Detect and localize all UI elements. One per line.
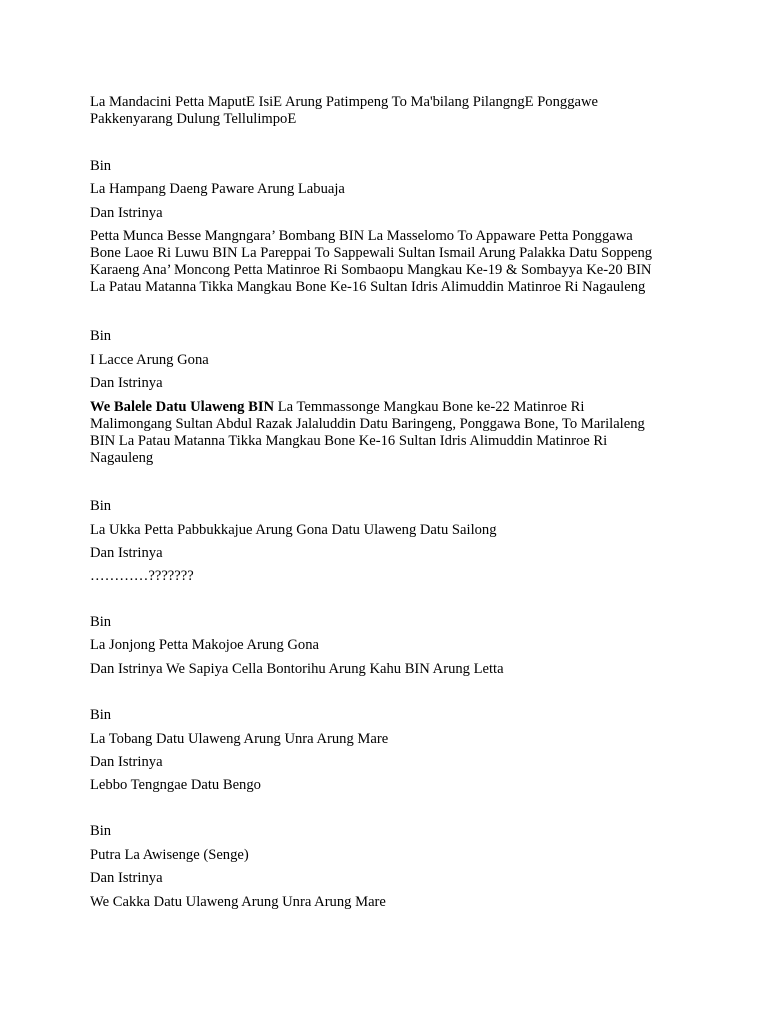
wife-name-bold: We Balele Datu Ulaweng BIN — [90, 399, 275, 415]
dan-istrinya-line: Dan Istrinya We Sapiya Cella Bontorihu Arung Kahu BIN Arung Letta — [90, 661, 504, 677]
bin-label: Bin — [90, 158, 112, 174]
intro-line: La Mandacini Petta MaputE IsiE Arung Patimpeng To Ma'bilang PilangngE Ponggawe — [90, 94, 598, 110]
wife-lineage-paragraph — [90, 228, 690, 296]
person-name: I Lacce Arung Gona — [90, 352, 209, 368]
wife-unknown: …………??????? — [90, 568, 194, 584]
dan-istrinya-label: Dan Istrinya — [90, 754, 163, 770]
wife-name: We Cakka Datu Ulaweng Arung Unra Arung Mare — [90, 894, 386, 910]
intro-line: Pakkenyarang Dulung TellulimpoE — [90, 111, 297, 127]
dan-istrinya-label: Dan Istrinya — [90, 545, 163, 561]
dan-istrinya-label: Dan Istrinya — [90, 870, 163, 886]
lineage-line: La Patau Matanna Tikka Mangkau Bone Ke-16 Sultan Idris Alimuddin Matinroe Ri Nagauleng — [90, 279, 646, 295]
person-name: La Hampang Daeng Paware Arung Labuaja — [90, 181, 345, 197]
wife-name: Lebbo Tengngae Datu Bengo — [90, 777, 261, 793]
wife-lineage-paragraph — [90, 399, 690, 467]
bin-label: Bin — [90, 823, 112, 839]
person-name: Putra La Awisenge (Senge) — [90, 847, 249, 863]
lineage-line: BIN La Patau Matanna Tikka Mangkau Bone Ke-16 Sultan Idris Alimuddin Matinroe Ri — [90, 433, 608, 449]
bin-label: Bin — [90, 328, 112, 344]
lineage-line: Nagauleng — [90, 450, 154, 466]
person-name: La Tobang Datu Ulaweng Arung Unra Arung Mare — [90, 731, 389, 747]
lineage-line — [90, 399, 690, 416]
lineage-line: Bone Laoe Ri Luwu BIN La Pareppai To Sappewali Sultan Ismail Arung Palakka Datu Soppeng — [90, 245, 653, 261]
lineage-line: Malimongang Sultan Abdul Razak Jalaluddin Datu Baringeng, Ponggawa Bone, To Marilaleng — [90, 416, 645, 432]
lineage-line: Petta Munca Besse Mangngara’ Bombang BIN La Masselomo To Appaware Petta Ponggawa — [90, 228, 633, 244]
intro-paragraph — [90, 94, 690, 128]
dan-istrinya-label: Dan Istrinya — [90, 205, 163, 221]
lineage-line: Karaeng Ana’ Moncong Petta Matinroe Ri Sombaopu Mangkau Ke-19 & Sombayya Ke-20 BIN — [90, 262, 652, 278]
bin-label: Bin — [90, 707, 112, 723]
dan-istrinya-label: Dan Istrinya — [90, 375, 163, 391]
lineage-text: La Temmassonge Mangkau Bone ke-22 Matinroe Ri — [274, 399, 585, 415]
person-name: La Ukka Petta Pabbukkajue Arung Gona Datu Ulaweng Datu Sailong — [90, 522, 497, 538]
bin-label: Bin — [90, 498, 112, 514]
person-name: La Jonjong Petta Makojoe Arung Gona — [90, 637, 320, 653]
bin-label: Bin — [90, 614, 112, 630]
